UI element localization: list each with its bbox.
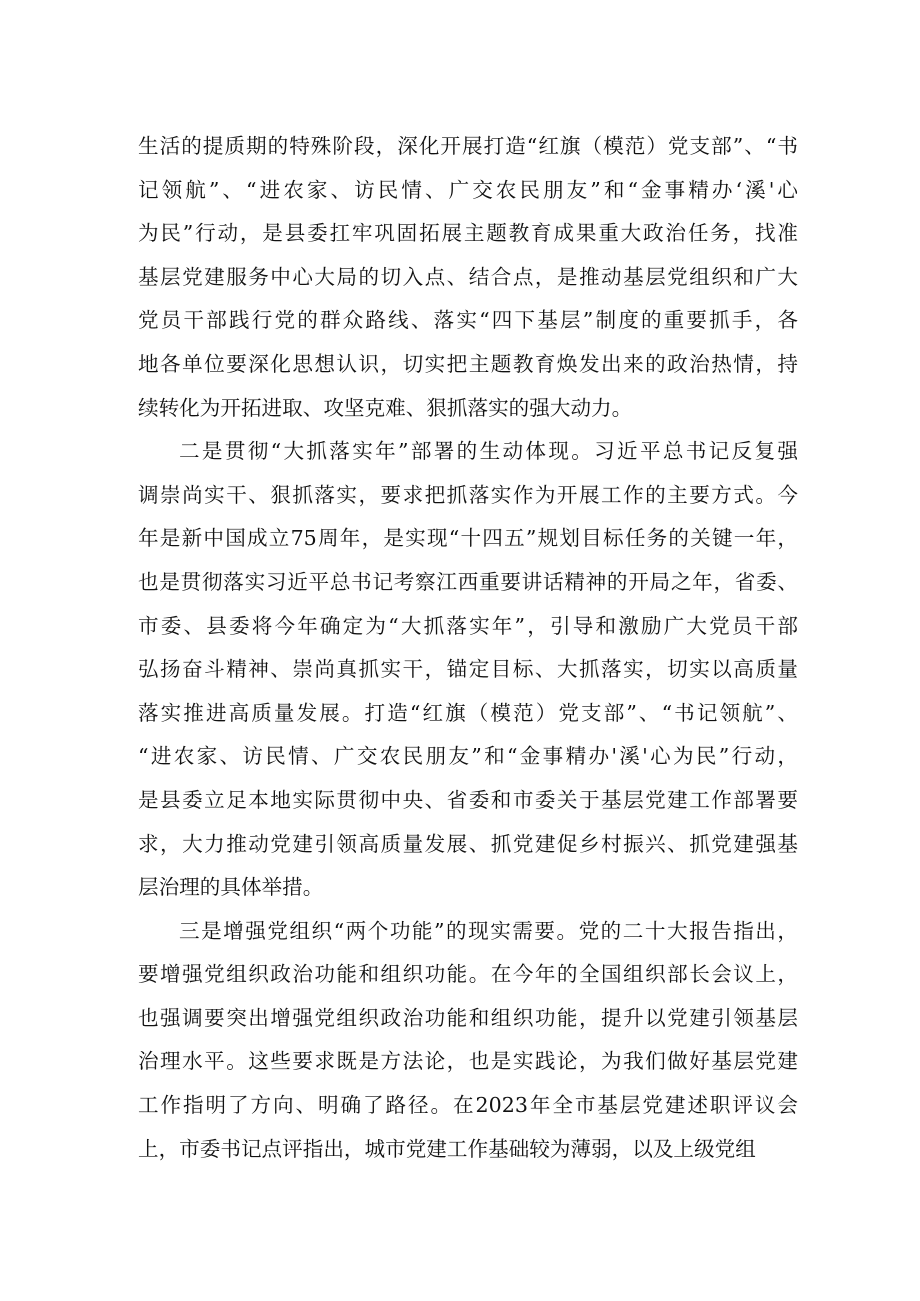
text-line: 续转化为开拓进取、攻坚克难、狠抓落实的强大动力。 [138,395,633,420]
text-line: 也强调要突出增强党组织政治功能和组织功能，提升以党建引领基层 [138,1005,798,1030]
text-line: 三是增强党组织“两个功能”的现实需要。党的二十大报告指出， [179,918,798,943]
text-line: 二是贯彻“大抓落实年”部署的生动体现。习近平总书记反复强 [179,439,798,464]
text-line: 市委、县委将今年确定为“大抓落实年”，引导和激励广大党员干部 [138,613,798,638]
text-line: 是县委立足本地实际贯彻中央、省委和市委关于基层党建工作部署要 [138,787,798,812]
text-line: 层治理的具体举措。 [138,875,324,900]
text-line: 记领航”、“进农家、访民情、广交农民朋友”和“金事精办‘溪'心 [138,177,798,202]
text-line: 弘扬奋斗精神、崇尚真抓实干，锚定目标、大抓落实，切实以高质量 [138,657,798,682]
paragraph-1 [138,125,798,430]
text-line: 年是新中国成立75周年，是实现“十四五”规划目标任务的关键一年， [138,526,798,551]
text-line: 也是贯彻落实习近平总书记考察江西重要讲话精神的开局之年，省委、 [138,569,798,594]
text-line: 调崇尚实干、狠抓落实，要求把抓落实作为开展工作的主要方式。今 [138,482,798,507]
paragraph-3 [138,910,798,1172]
text-line: 治理水平。这些要求既是方法论，也是实践论，为我们做好基层党建 [138,1049,798,1074]
text-line: 生活的提质期的特殊阶段，深化开展打造“红旗（模范）党支部”、“书 [138,134,798,158]
text-line: “进农家、访民情、广交农民朋友”和“金事精办'溪'心为民”行动， [138,744,798,769]
text-line: 求，大力推动党建引领高质量发展、抓党建促乡村振兴、抓党建强基 [138,831,798,856]
text-line: 落实推进高质量发展。打造“红旗（模范）党支部”、“书记领航”、 [138,700,798,725]
text-line: 为民”行动，是县委扛牢巩固拓展主题教育成果重大政治任务，找准 [138,221,798,246]
text-line: 基层党建服务中心大局的切入点、结合点，是推动基层党组织和广大 [138,264,798,289]
text-line: 党员干部践行党的群众路线、落实“四下基层”制度的重要抓手，各 [138,308,798,333]
document-body [138,125,798,1171]
paragraph-2 [138,430,798,910]
text-line: 地各单位要深化思想认识，切实把主题教育焕发出来的政治热情，持 [138,351,798,376]
text-line: 工作指明了方向、明确了路径。在2023年全市基层党建述职评议会 [138,1093,798,1118]
text-line: 要增强党组织政治功能和组织功能。在今年的全国组织部长会议上， [138,962,798,987]
text-line: 上，市委书记点评指出，城市党建工作基础较为薄弱，以及上级党组 [138,1136,756,1161]
